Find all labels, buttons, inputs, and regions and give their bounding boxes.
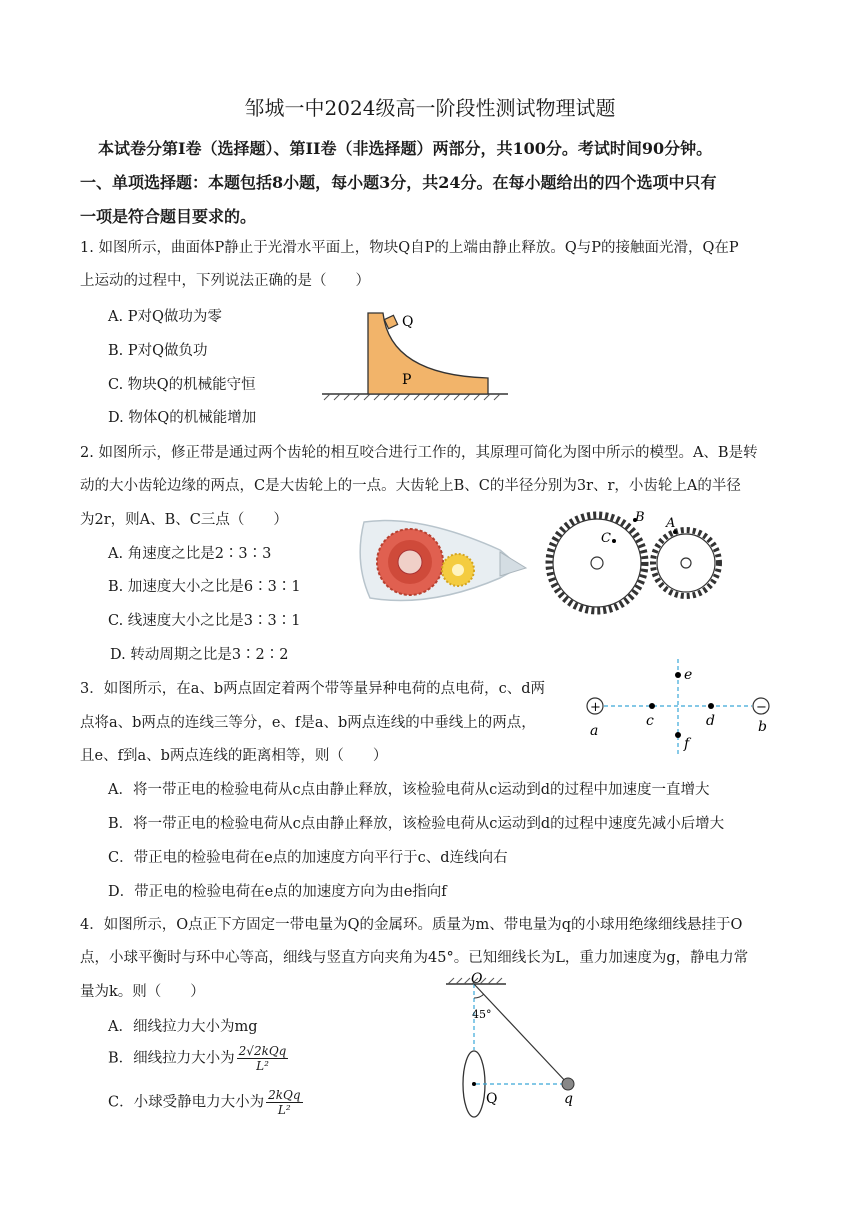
q4-option-b-numerator: 2√2kQq <box>238 1044 287 1058</box>
q4-stem-line2: 点，小球平衡时与环中心等高，细线与竖直方向夹角为45°。已知细线长为L，重力加速度为g，静电力常 <box>80 950 749 966</box>
label-a: A <box>666 516 676 531</box>
page-title: 邹城一中2024级高一阶段性测试物理试题 <box>244 96 616 120</box>
q4-stem-line3: 量为k。则（ ） <box>80 984 205 1000</box>
section-heading-line2: 一项是符合题目要求的。 <box>80 207 257 226</box>
positive-charge-sign: + <box>590 700 601 715</box>
label-c: C <box>601 531 611 546</box>
q2-correction-tape-photo <box>350 512 530 610</box>
q3-option-b: B．将一带正电的检验电荷从c点由静止释放，该检验电荷从c运动到d的过程中速度先减小后增大 <box>108 816 725 832</box>
label-ball-q: q <box>564 1091 573 1107</box>
label-c: c <box>646 713 654 729</box>
label-f: f <box>684 736 690 752</box>
section-heading-line1: 一、单项选择题：本题包括8小题，每小题3分，共24分。在每小题给出的四个选项中只有 <box>80 173 717 192</box>
q4-option-b <box>108 1044 288 1073</box>
q2-gears-diagram <box>540 505 725 620</box>
q3-stem-line2: 点将a、b两点的连线三等分，e、f是a、b两点连线的中垂线上的两点， <box>80 715 536 731</box>
q4-option-c-numerator: 2kQq <box>268 1088 301 1102</box>
q4-option-b-fraction <box>237 1044 289 1073</box>
q4-option-b-text: B．细线拉力大小为 <box>108 1050 235 1067</box>
label-a: a <box>590 723 599 739</box>
q2-stem-line1: 2. 如图所示，修正带是通过两个齿轮的相互咬合进行工作的，其原理可简化为图中所示的模型。A、B是转 <box>80 445 758 461</box>
q2-stem-line3: 为2r，则A、B、C三点（ ） <box>80 512 288 528</box>
label-p: P <box>402 372 412 388</box>
label-ring-q: Q <box>486 1091 498 1107</box>
label-q: Q <box>402 314 414 330</box>
q4-pendulum-diagram <box>440 972 600 1122</box>
label-b: b <box>758 719 767 735</box>
q3-stem-line3: 且e、f到a、b两点连线的距离相等，则（ ） <box>80 748 388 764</box>
q1-stem-line1: 1. 如图所示，曲面体P静止于光滑水平面上，物块Q自P的上端由静止释放。Q与P的接触面光滑，Q在P <box>80 240 739 256</box>
q4-option-c <box>108 1088 303 1117</box>
exam-intro: 本试卷分第I卷（选择题）、第II卷（非选择题）两部分，共100分。考试时间90分钟。 <box>98 139 713 158</box>
q1-option-c: C. 物块Q的机械能守恒 <box>108 377 256 393</box>
label-d: d <box>706 713 715 729</box>
q4-stem-line1: 4．如图所示，O点正下方固定一带电量为Q的金属环。质量为m、带电量为q的小球用绝缘细线悬挂于O <box>80 917 743 933</box>
q3-option-a: A．将一带正电的检验电荷从c点由静止释放，该检验电荷从c运动到d的过程中加速度一直增大 <box>108 782 710 798</box>
q4-option-b-denominator: L² <box>256 1059 269 1073</box>
q2-option-b: B. 加速度大小之比是6∶3∶1 <box>108 579 301 595</box>
q1-option-b: B. P对Q做负功 <box>108 343 208 359</box>
q4-option-c-fraction <box>266 1088 302 1117</box>
q1-figure <box>318 305 518 405</box>
q4-option-c-denominator: L² <box>277 1103 291 1117</box>
label-o: O <box>471 972 483 987</box>
q4-option-c-text: C．小球受静电力大小为 <box>108 1094 265 1111</box>
q3-stem-line1: 3．如图所示，在a、b两点固定着两个带等量异种电荷的点电荷，c、d两 <box>80 681 546 697</box>
q1-stem-line2: 上运动的过程中，下列说法正确的是（ ） <box>80 273 370 289</box>
q2-option-c: C. 线速度大小之比是3∶3∶1 <box>108 613 301 629</box>
q1-option-a: A. P对Q做功为零 <box>108 309 222 325</box>
q4-option-a: A．细线拉力大小为mg <box>108 1019 258 1035</box>
q2-stem-line2: 动的大小齿轮边缘的两点，C是大齿轮上的一点。大齿轮上B、C的半径分别为3r、r，小齿轮上A的半径 <box>80 478 741 494</box>
label-e: e <box>684 667 693 683</box>
q3-charges-diagram <box>578 655 778 767</box>
label-b: B <box>635 510 645 525</box>
negative-charge-sign: − <box>756 700 767 715</box>
charged-ball <box>562 1078 574 1090</box>
curved-block-p <box>368 313 488 394</box>
q3-option-c: C．带正电的检验电荷在e点的加速度方向平行于c、d连线向右 <box>108 850 508 866</box>
q3-option-d: D．带正电的检验电荷在e点的加速度方向为由e指向f <box>108 884 447 900</box>
label-angle: 45° <box>472 1008 492 1021</box>
q2-option-d: D. 转动周期之比是3∶2∶2 <box>110 647 289 663</box>
q1-option-d: D. 物体Q的机械能增加 <box>108 410 257 426</box>
q2-option-a: A. 角速度之比是2∶3∶3 <box>108 546 272 562</box>
